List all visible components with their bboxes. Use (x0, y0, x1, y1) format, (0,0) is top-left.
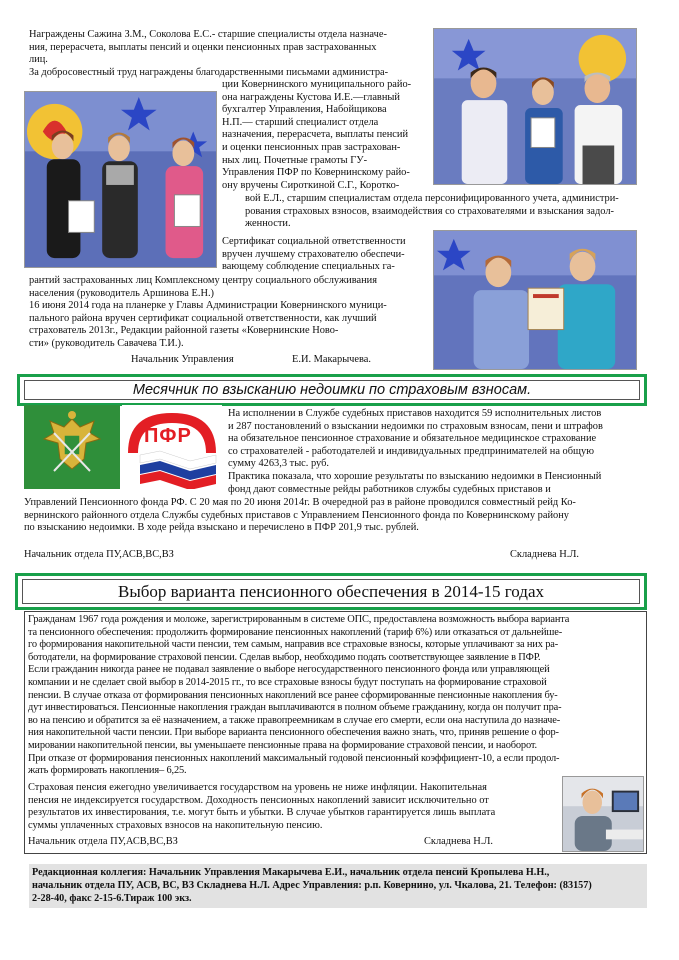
text-line: За добросовестный труд награждены благодарственными письмами администра- (29, 66, 389, 78)
text-line: назначения, перерасчета, выплаты пенсий (222, 129, 409, 141)
text-line: населения (руководитель Аршинова Е.Н.) (29, 287, 215, 299)
section2-signature-role: Начальник отдела ПУ,АСВ,ВС,ВЗ (28, 836, 178, 847)
text-line: вой Е.Л., старшим специалистам отдела персонифицированного учета, администри- (245, 193, 619, 204)
text-line: та пенсионного обеспечения: продолжить формирование пенсионных накоплений (тариф 6%) или отказаться от дальнейше- (28, 626, 563, 638)
text-line: она награждены Кустова И.Е.—главный (222, 91, 400, 103)
photo-award-ceremony (433, 28, 637, 185)
text-line: ции Ковернинского муниципального райо- (222, 79, 412, 90)
text-line: бухгалтер Управления, Набойщикова (222, 104, 387, 116)
text-line: лиц. (29, 54, 48, 66)
text-line: ботодатели, на формирование страховой пенсии. Сделав выбор, необходимо подать соответствующее заявление в ПФР. (28, 651, 541, 663)
text-line: по взысканию недоимки. В ходе рейда взыскано и перечислено в ПФР 201,9 тыс. рублей. (24, 522, 419, 534)
text-line: вернинского районного отдела Службы судебных приставов с Управлением Пенсионного фонда по Ковернинскому району (24, 509, 569, 521)
text-line: ния, перерасчета, выплаты пенсий и оценки пенсионных прав застрахованных (29, 41, 377, 53)
certificate-text (222, 236, 406, 274)
text-line: женности. (245, 218, 291, 230)
text-line: го формирования накопительной части пенсии, тем самым, направив все страховые взносы, которые уплачивают за них ра- (28, 639, 559, 651)
awards-signature-name: Е.И. Макарычева. (292, 354, 371, 365)
text-line: и 287 постановлений о взыскании недоимки по страховым взносам, пени и штрафов (228, 420, 603, 432)
text-line: компании и не сделает свой выбор в 2014-2015 гг., то все страховые взносы будут поступать на формирование страховой (28, 676, 547, 688)
text-line: страхователь 2013г., Редакции районной газеты «Ковернинские Ново- (29, 325, 339, 337)
section1-signature-role: Начальник отдела ПУ,АСВ,ВС,ВЗ (24, 549, 174, 560)
footer-line: 2-28-40, факс 2-15-6.Тираж 100 экз. (32, 893, 192, 904)
section1-signature-name: Складнева Н.Л. (510, 549, 579, 560)
text-line: вручен лучшему страхователю обеспечи- (222, 248, 405, 260)
section1-banner (17, 374, 647, 406)
text-line: сумму 4263,3 тыс. руб. (228, 458, 329, 470)
text-line: При отказе от формирования пенсионных накоплений максимальный годовой пенсионный коэффициент-10, а если продол- (28, 752, 560, 764)
text-line: Управления ПФР по Ковернинскому райо- (222, 167, 410, 179)
text-line: Сертификат социальной ответственности (222, 236, 406, 247)
text-line: Страховая пенсия ежегодно увеличивается государством на уровень не ниже инфляции. Накопительная (28, 782, 487, 793)
text-line: дут инвестироваться. Пенсионные накопления граждан выплачиваются в полном объеме гражданину, когда он получит пра- (28, 702, 562, 714)
text-line: на обязательное пенсионное страхование и обязательное медицинское страхование (228, 433, 597, 445)
text-line: во на пенсию и обратится за её назначением, а также правопреемникам в случае его смерти, если она наступила до назначе- (28, 714, 561, 726)
awards-wrap-text (222, 79, 411, 192)
text-line: мировании накопительной пенсии, вы уменьшаете пенсионные права на формирование страховой пенсии, и наоборот. (28, 739, 537, 751)
photo-woman-at-computer (562, 776, 644, 852)
text-line: сти» (руководитель Савачева Т.И.). (29, 337, 184, 349)
photo-certificate-handover (433, 230, 637, 370)
text-line: рантий застрахованных лиц Комплексному центру социального обслуживания (29, 275, 377, 286)
text-line: Н.П.— старший специалист отдела (222, 116, 379, 128)
section1-title: Месячник по взысканию недоимки по страховым взносам. (132, 382, 532, 398)
bailiff-emblem-icon (24, 405, 120, 489)
pfr-logo-icon (122, 405, 222, 489)
awards-mid-text (245, 193, 619, 231)
editorial-footer (29, 864, 647, 908)
text-line: ния накопительной части пенсии. При выборе варианта пенсионного обеспечения важно знать, что, приняв решение о фор- (28, 727, 559, 739)
section2-wrap-text (28, 782, 495, 832)
awards-intro (29, 29, 388, 79)
text-line: ных лиц. Почетные грамоты ГУ- (222, 154, 368, 166)
text-line: пенсии. В случае отказа от формирования пенсионных накоплений все ранее сформированные пенсионные накопления бу- (28, 689, 558, 701)
section1-full-text (24, 497, 576, 535)
text-line: суммы уплаченных страховых взносов на накопительную пенсию. (28, 819, 323, 831)
text-line: фонд дают совместные рейды работников службы судебных приставов и (228, 483, 551, 495)
section2-title: Выбор варианта пенсионного обеспечения в 2014-15 годах (117, 581, 545, 601)
text-line: Управлений Пенсионного фонда РФ. С 20 мая по 20 июня 2014г. В очередной раз в районе проводился совместный рейд Ко- (24, 497, 576, 508)
text-line: Награждены Сажина З.М., Соколова Е.С.- старшие специалисты отдела назначе- (29, 29, 387, 40)
text-line: ону вручены Сироткиной С.Г., Коротко- (222, 179, 400, 191)
section1-right-text (228, 408, 603, 496)
awards-signature-role: Начальник Управления (131, 354, 234, 365)
text-line: пенсия не индексируется государством. Доходность пенсионных накоплений зависит исключительно от (28, 794, 489, 806)
pfr-logo-text: ПФР (144, 425, 192, 447)
section2-banner (15, 573, 647, 610)
text-line: На исполнении в Службе судебных приставов находится 59 исполнительных листов (228, 408, 602, 419)
text-line: результатов их инвестирования, т.е. могут быть и убытки. В случае убытков гарантируется лишь выплата (28, 807, 496, 819)
footer-line: начальник отдела ПУ, АСВ, ВС, ВЗ Складнева Н.Л. Адрес Управления: р.п. Ковернино, ул. Чкалова, 21. Телефон: (83157) (32, 880, 592, 891)
text-line: жать формировать накопления– 6,25. (28, 765, 187, 777)
footer-line: Редакционная коллегия: Начальник Управления Макарычева Е.И., начальник отдела пенсий Кропылева Н.Н., (32, 867, 550, 878)
text-line: пального района вручен сертификат социальной ответственности, как лучший (29, 312, 377, 324)
text-line: и оценки пенсионных прав застрахован- (222, 141, 401, 153)
awards-tail-text (29, 275, 387, 351)
section2-text (28, 614, 569, 778)
text-line: со страхователей - работодателей и индивидуальных предпринимателей на общую (228, 445, 594, 457)
text-line: Если гражданин никогда ранее не подавал заявление о выборе негосударственного пенсионного фонда или управляющей (28, 664, 550, 676)
section2-signature-name: Складнева Н.Л. (424, 836, 493, 847)
photo-awarded-women (24, 91, 217, 268)
text-line: вающему соблюдение специальных га- (222, 261, 395, 273)
text-line: 16 июня 2014 года на планерке у Главы Администрации Ковернинского муници- (29, 300, 387, 312)
text-line: Гражданам 1967 года рождения и моложе, зарегистрированным в системе ОПС, предоставлена возможность выбора варианта (28, 614, 570, 625)
text-line: рования страховых взносов, взаимодействия со страхователями и взыскания задол- (245, 205, 614, 217)
text-line: Практика показала, что хорошие результаты по взысканию недоимки в Пенсионный (228, 470, 602, 482)
